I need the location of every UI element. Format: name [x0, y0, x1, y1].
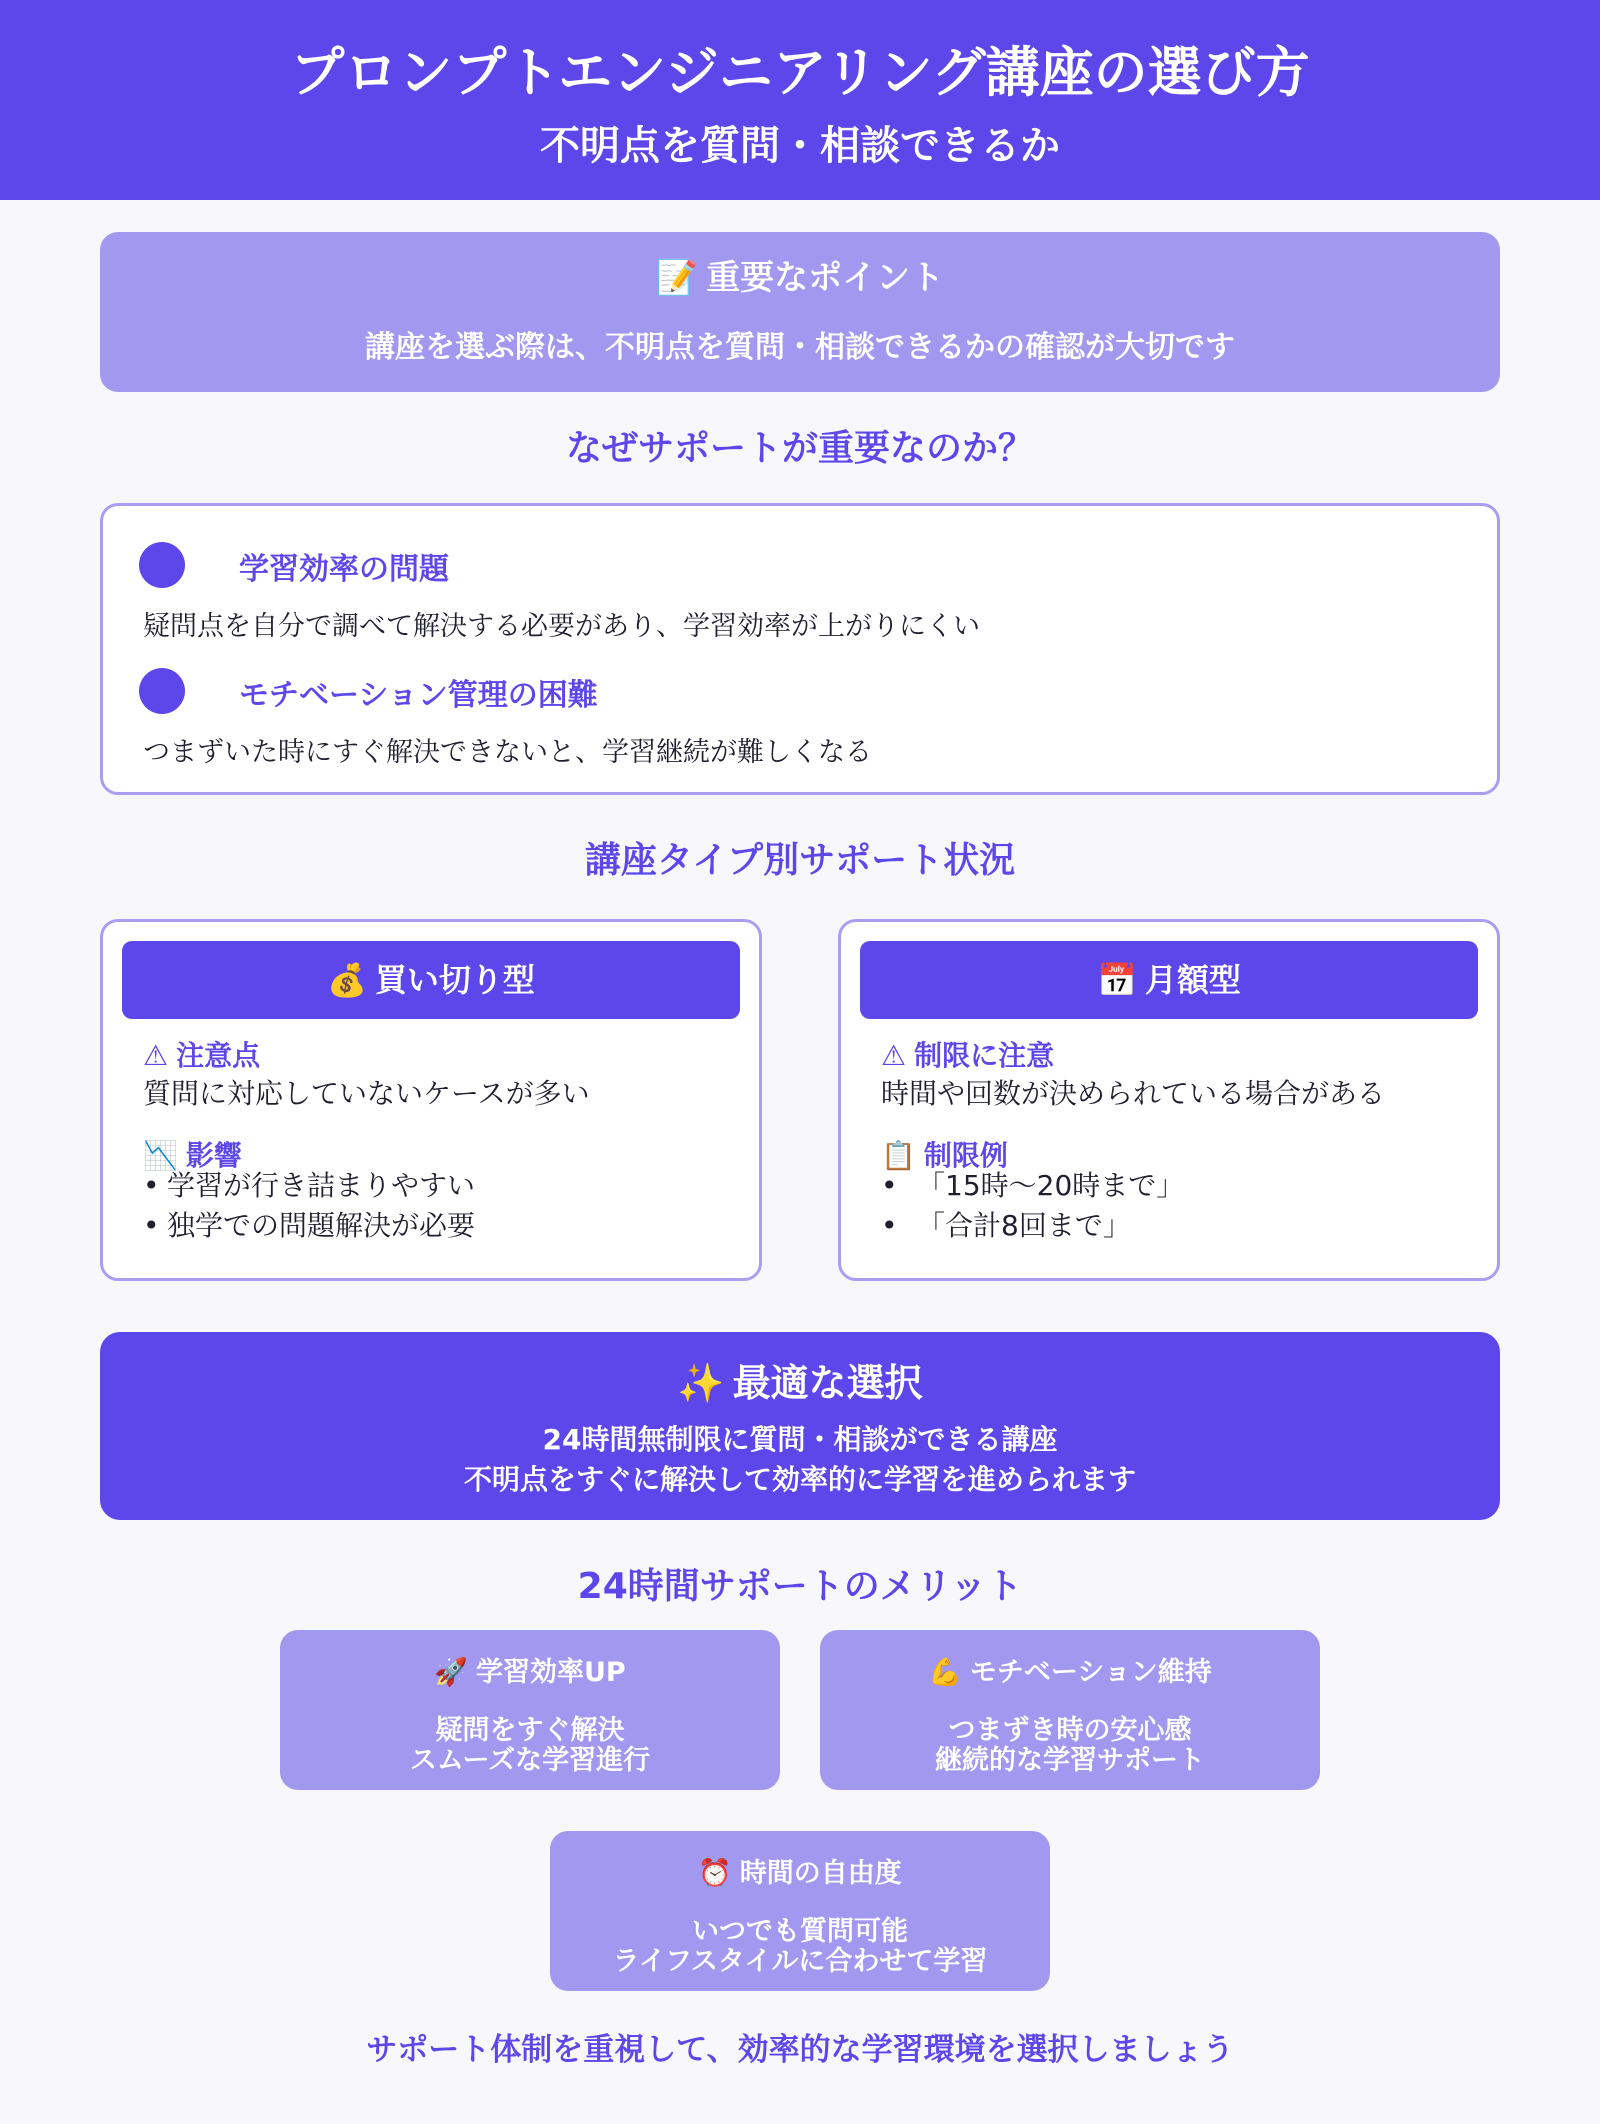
alarm-clock-icon: ⏰	[698, 1858, 732, 1889]
chart-decreasing-icon: 📉	[143, 1139, 178, 1172]
monthly-title: 月額型	[1144, 961, 1241, 999]
monthly-example-list	[881, 1166, 1184, 1246]
buyout-card-header	[122, 941, 740, 1019]
buyout-title: 買い切り型	[374, 961, 535, 999]
types-section-title: 講座タイプ別サポート状況	[584, 840, 1016, 881]
key-point-heading: 重要なポイント	[706, 258, 945, 298]
merit-line: 疑問をすぐ解決	[435, 1715, 625, 1746]
buyout-card	[100, 919, 762, 1281]
merit-card-flexibility	[550, 1831, 1050, 1991]
merit-card-motivation	[820, 1630, 1320, 1790]
buyout-caution-label-text: 注意点	[176, 1039, 261, 1072]
warning-icon: ⚠	[881, 1039, 907, 1072]
monthly-example-label-text: 制限例	[923, 1139, 1008, 1172]
merit-line: スムーズな学習進行	[409, 1745, 651, 1776]
monthly-card-header	[860, 941, 1478, 1019]
why-item-desc: 疑問点を自分で調べて解決する必要があり、学習効率が上がりにくい	[143, 611, 980, 642]
calendar-icon: 📅	[1097, 961, 1137, 999]
best-choice-title	[100, 1352, 1500, 1407]
circle-bullet-icon	[139, 542, 185, 588]
why-section-title: なぜサポートが重要なのか？	[565, 428, 1034, 469]
merit-line: いつでも質問可能	[692, 1916, 908, 1947]
merit-line: 継続的な学習サポート	[935, 1745, 1205, 1776]
page-header	[0, 0, 1600, 200]
merit-title	[820, 1650, 1320, 1689]
best-choice-title-text: 最適な選択	[732, 1361, 923, 1405]
list-item: • 学習が行き詰まりやすい	[143, 1166, 475, 1206]
rocket-icon: 🚀	[434, 1657, 468, 1688]
footer-message: サポート体制を重視して、効率的な学習環境を選択しましょう	[366, 2032, 1234, 2068]
why-item-title: モチベーション管理の困難	[239, 678, 598, 713]
sparkles-icon: ✨	[677, 1361, 725, 1405]
list-item: • 独学での問題解決が必要	[143, 1206, 475, 1246]
merit-line: つまずき時の安心感	[948, 1715, 1192, 1746]
why-card	[100, 503, 1500, 795]
page-subtitle: 不明点を質問・相談できるか	[540, 123, 1060, 169]
merit-title-text: 時間の自由度	[739, 1858, 902, 1889]
flexed-biceps-icon: 💪	[928, 1657, 962, 1688]
warning-icon: ⚠	[143, 1039, 169, 1072]
merits-section-title: 24時間サポートのメリット	[577, 1566, 1023, 1607]
best-choice-line: 24時間無制限に質問・相談ができる講座	[542, 1423, 1058, 1456]
circle-bullet-icon	[139, 668, 185, 714]
buyout-impact-list	[143, 1166, 475, 1246]
key-point-title	[100, 250, 1500, 299]
monthly-caution-label-text: 制限に注意	[914, 1039, 1055, 1072]
merit-card-efficiency	[280, 1630, 780, 1790]
buyout-caution-label	[143, 1034, 260, 1074]
why-item-title: 学習効率の問題	[239, 552, 449, 587]
why-item-desc: つまずいた時にすぐ解決できないと、学習継続が難しくなる	[143, 737, 872, 768]
best-choice-line: 不明点をすぐに解決して効率的に学習を進められます	[463, 1463, 1136, 1496]
merit-line: ライフスタイルに合わせて学習	[612, 1946, 988, 1977]
merit-title-text: 学習効率UP	[475, 1657, 626, 1688]
key-point-text: 講座を選ぶ際は、不明点を質問・相談できるかの確認が大切です	[365, 330, 1235, 365]
page-title: プロンプトエンジニアリング講座の選び方	[290, 41, 1310, 104]
key-point-box	[100, 232, 1500, 392]
best-choice-box	[100, 1332, 1500, 1520]
monthly-card	[838, 919, 1500, 1281]
list-item: • 「合計8回まで」	[881, 1206, 1184, 1246]
monthly-caution-label	[881, 1034, 1054, 1074]
list-item: • 「15時〜20時まで」	[881, 1166, 1184, 1206]
merit-title	[550, 1851, 1050, 1890]
money-bag-icon: 💰	[327, 961, 367, 999]
merit-title-text: モチベーション維持	[969, 1657, 1212, 1688]
memo-icon: 📝	[655, 258, 699, 298]
buyout-caution-text: 質問に対応していないケースが多い	[143, 1077, 590, 1110]
merit-title	[280, 1650, 780, 1689]
monthly-caution-text: 時間や回数が決められている場合がある	[881, 1077, 1386, 1110]
clipboard-icon: 📋	[881, 1139, 916, 1172]
buyout-impact-label-text: 影響	[185, 1139, 242, 1172]
